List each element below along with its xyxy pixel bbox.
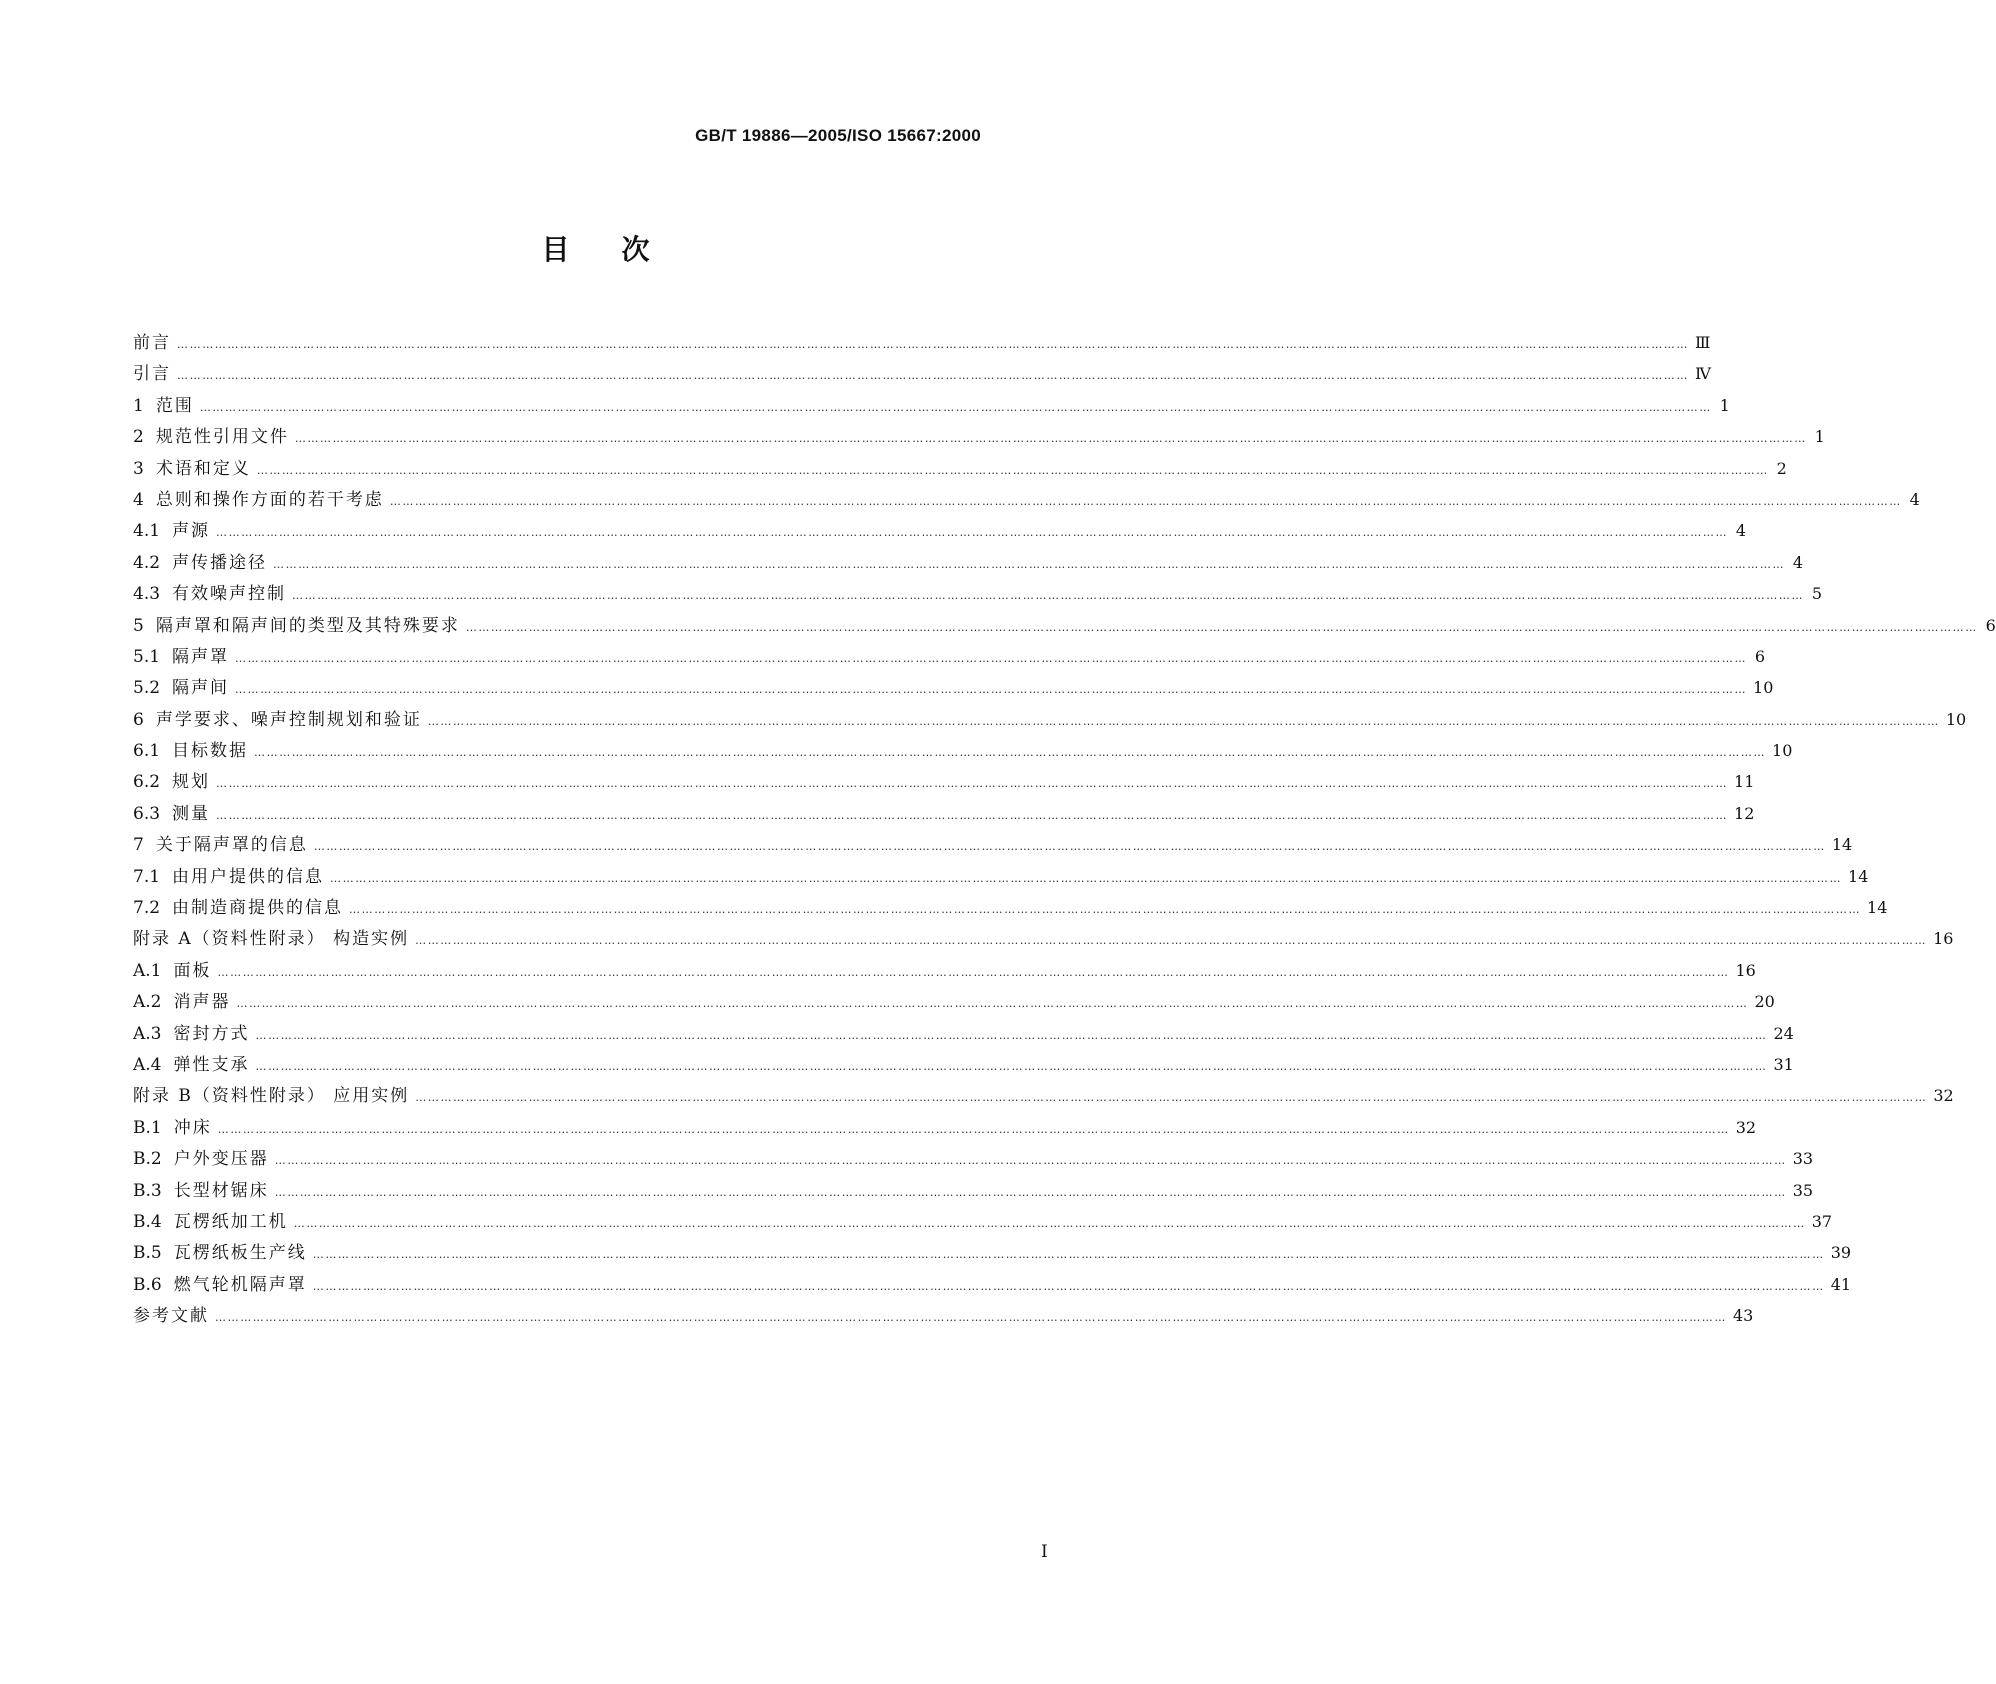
toc-leader-dots: ………………………………………………………………………………………………………………………………………………………………………………………………………………………………………………………………………………………………………………………………: [273, 557, 1786, 571]
toc-entry[interactable]: [133, 390, 1730, 421]
toc-entry[interactable]: [133, 547, 1804, 578]
toc-leader-dots: ………………………………………………………………………………………………………………………………………………………………………………………………………………………………………………………………………………………………………………………………: [215, 1311, 1727, 1325]
toc-entry-page: 14: [1848, 866, 1869, 886]
toc-entry[interactable]: [133, 421, 1825, 452]
toc-entry-page: 6: [1754, 646, 1766, 666]
toc-entry-number: B.6: [133, 1274, 162, 1295]
toc-entry-page: 4: [1735, 521, 1747, 541]
toc-entry-page: 1: [1814, 427, 1825, 447]
toc-entry-number: 5.1: [133, 646, 161, 667]
toc-entry-number: 6.1: [133, 741, 161, 762]
toc-entry-page: 32: [1933, 1086, 1954, 1106]
toc-entry-page: 14: [1867, 898, 1888, 918]
toc-leader-dots: ………………………………………………………………………………………………………………………………………………………………………………………………………………………………………………………………………………………………………………………………: [177, 369, 1689, 383]
toc-entry-title: 范围: [155, 395, 194, 416]
toc-entry[interactable]: [133, 1175, 1814, 1206]
toc-entry[interactable]: [133, 735, 1793, 766]
toc-leader-dots: ………………………………………………………………………………………………………………………………………………………………………………………………………………………………………………………………………………………………………………………………: [294, 432, 1807, 446]
toc-entry-page: 6: [1985, 615, 1996, 635]
toc-entry[interactable]: [133, 1080, 1954, 1111]
toc-entry[interactable]: [133, 1237, 1852, 1268]
toc-leader-dots: ………………………………………………………………………………………………………………………………………………………………………………………………………………………………………………………………………………………………………………………………: [235, 651, 1748, 665]
toc-entry-number: 7.1: [133, 866, 161, 887]
toc-leader-dots: ………………………………………………………………………………………………………………………………………………………………………………………………………………………………………………………………………………………………………………………………: [216, 808, 1729, 822]
toc-entry-page: 16: [1933, 929, 1954, 949]
toc-entry-title: 总则和操作方面的若干考虑: [155, 489, 384, 510]
page-number: I: [1041, 1542, 1048, 1562]
toc-entry-number: B.2: [133, 1149, 162, 1170]
toc-entry-page: 10: [1945, 709, 1967, 729]
toc-entry[interactable]: [133, 892, 1888, 923]
toc-entry-title: 瓦楞纸加工机: [173, 1211, 288, 1232]
toc-entry-number: 4.3: [133, 584, 161, 605]
toc-entry-title: 关于隔声罩的信息: [155, 835, 308, 856]
toc-entry-page: 41: [1830, 1274, 1852, 1294]
toc-leader-dots: ………………………………………………………………………………………………………………………………………………………………………………………………………………………………………………………………………………………………………………………………: [427, 714, 1940, 728]
toc-entry-title: 密封方式: [173, 1023, 250, 1044]
toc-entry[interactable]: [133, 766, 1755, 797]
toc-entry-title: 瓦楞纸板生产线: [173, 1243, 307, 1264]
toc-leader-dots: ………………………………………………………………………………………………………………………………………………………………………………………………………………………………………………………………………………………………………………………………: [217, 965, 1730, 979]
toc-entry-page: 11: [1734, 772, 1755, 792]
toc-leader-dots: ………………………………………………………………………………………………………………………………………………………………………………………………………………………………………………………………………………………………………………………………: [235, 683, 1748, 697]
toc-entry-number: A.1: [133, 960, 162, 981]
toc-entry-number: 7.2: [133, 898, 161, 919]
toc-entry-title: 术语和定义: [155, 458, 251, 479]
toc-entry-page: 37: [1811, 1211, 1833, 1231]
toc-entry[interactable]: [133, 453, 1787, 484]
toc-leader-dots: ………………………………………………………………………………………………………………………………………………………………………………………………………………………………………………………………………………………………………………………………: [177, 338, 1689, 351]
toc-leader-dots: ………………………………………………………………………………………………………………………………………………………………………………………………………………………………………………………………………………………………………………………………: [254, 746, 1767, 760]
toc-leader-dots: ………………………………………………………………………………………………………………………………………………………………………………………………………………………………………………………………………………………………………………………………: [312, 1248, 1825, 1262]
toc-entry-number: 4.1: [133, 521, 161, 542]
toc-entry-number: 4.2: [133, 552, 161, 573]
toc-entry-title: 参考文献: [133, 1306, 209, 1327]
toc-entry-number: B.1: [133, 1117, 162, 1138]
toc-entry[interactable]: [133, 1049, 1794, 1080]
toc-entry[interactable]: [133, 358, 1711, 389]
toc-entry-title: 长型材锯床: [173, 1180, 269, 1201]
toc-entry-number: 3: [133, 458, 144, 479]
toc-entry-number: A.3: [133, 1023, 162, 1044]
toc-entry[interactable]: [133, 641, 1766, 672]
toc-entry-page: 12: [1734, 803, 1755, 823]
toc-entry[interactable]: [133, 1112, 1757, 1143]
toc-entry[interactable]: [133, 515, 1747, 546]
toc-entry-page: 10: [1753, 678, 1774, 698]
toc-entry-page: 16: [1735, 960, 1756, 980]
toc-entry-number: B.3: [133, 1180, 162, 1201]
toc-entry-title: 弹性支承: [173, 1054, 250, 1075]
toc-entry-title: 声学要求、噪声控制规划和验证: [155, 709, 422, 730]
toc-entry-title: 户外变压器: [173, 1149, 269, 1170]
toc-entry-title: 隔声间: [172, 678, 230, 699]
toc-leader-dots: ………………………………………………………………………………………………………………………………………………………………………………………………………………………………………………………………………………………………………………………………: [330, 871, 1843, 885]
toc-entry[interactable]: [133, 1018, 1794, 1049]
toc-entry[interactable]: [133, 610, 1996, 641]
toc-entry[interactable]: [133, 672, 1774, 703]
toc-entry[interactable]: [133, 829, 1853, 860]
toc-leader-dots: ………………………………………………………………………………………………………………………………………………………………………………………………………………………………………………………………………………………………………………………………: [312, 1279, 1825, 1293]
standard-number: GB/T 19886—2005/ISO 15667:2000: [695, 126, 981, 145]
toc-entry-title: 引言: [133, 364, 171, 385]
toc-entry-title: 隔声罩和隔声间的类型及其特殊要求: [155, 615, 460, 636]
toc-leader-dots: ………………………………………………………………………………………………………………………………………………………………………………………………………………………………………………………………………………………………………………………………: [255, 1059, 1768, 1073]
toc-entry-title: 消声器: [173, 992, 231, 1013]
toc-entry[interactable]: [133, 484, 1920, 515]
toc-leader-dots: ………………………………………………………………………………………………………………………………………………………………………………………………………………………………………………………………………………………………………………………………: [199, 400, 1712, 414]
toc-entry-page: 2: [1776, 458, 1787, 478]
toc-entry-page: 43: [1733, 1306, 1754, 1326]
toc-entry-title: 有效噪声控制: [172, 584, 287, 605]
toc-entry-page: 39: [1830, 1243, 1852, 1263]
toc-leader-dots: ………………………………………………………………………………………………………………………………………………………………………………………………………………………………………………………………………………………………………………………………: [217, 1122, 1730, 1136]
toc-entry-page: 4: [1909, 489, 1920, 509]
toc-entry-page: 10: [1772, 741, 1793, 761]
toc-entry-number: A.2: [133, 992, 162, 1013]
toc-entry-number: 5.2: [133, 678, 161, 699]
toc-leader-dots: ………………………………………………………………………………………………………………………………………………………………………………………………………………………………………………………………………………………………………………………………: [255, 1028, 1768, 1042]
toc-entry-number: 5: [133, 615, 144, 636]
toc-entry-number: 6.3: [133, 803, 161, 824]
toc-entry-number: 6.2: [133, 772, 161, 793]
toc-leader-dots: ………………………………………………………………………………………………………………………………………………………………………………………………………………………………………………………………………………………………………………………………: [292, 589, 1805, 603]
toc-entry[interactable]: [133, 798, 1755, 829]
toc-entry-page: 4: [1792, 552, 1804, 572]
toc-entry-number: B.5: [133, 1243, 162, 1264]
toc-entry[interactable]: [133, 955, 1756, 986]
toc-entry-title: 由用户提供的信息: [172, 866, 325, 887]
toc-entry[interactable]: [133, 1206, 1833, 1237]
toc-leader-dots: ………………………………………………………………………………………………………………………………………………………………………………………………………………………………………………………………………………………………………………………………: [293, 1216, 1806, 1230]
toc-entry-page: Ⅲ: [1695, 333, 1711, 352]
toc-entry-number: B.4: [133, 1211, 162, 1232]
toc-entry-title: 声源: [172, 521, 211, 542]
toc-entry[interactable]: [133, 704, 1967, 735]
toc-entry[interactable]: [133, 327, 1711, 358]
toc-entry-page: 31: [1773, 1054, 1794, 1074]
toc-entry-page: 20: [1754, 992, 1775, 1012]
toc-entry[interactable]: [133, 1143, 1814, 1174]
toc-leader-dots: ………………………………………………………………………………………………………………………………………………………………………………………………………………………………………………………………………………………………………………………………: [216, 777, 1729, 791]
toc-entry-title: 规范性引用文件: [155, 427, 289, 448]
toc-entry-page: 5: [1811, 584, 1823, 604]
toc-leader-dots: ………………………………………………………………………………………………………………………………………………………………………………………………………………………………………………………………………………………………………………………………: [465, 620, 1978, 634]
toc-entry-number: A.4: [133, 1054, 162, 1075]
toc-leader-dots: ………………………………………………………………………………………………………………………………………………………………………………………………………………………………………………………………………………………………………………………………: [313, 840, 1826, 854]
toc-entry-title: 燃气轮机隔声罩: [173, 1274, 307, 1295]
toc-entry-number: 7: [133, 835, 144, 856]
toc-entry-title: 冲床: [173, 1117, 212, 1138]
toc-leader-dots: ………………………………………………………………………………………………………………………………………………………………………………………………………………………………………………………………………………………………………………………………: [216, 526, 1729, 540]
toc-entry-title: 前言: [133, 333, 171, 353]
toc-entry[interactable]: [133, 1300, 1754, 1331]
toc-entry-title: 隔声罩: [172, 646, 230, 667]
toc-entry[interactable]: [133, 1269, 1852, 1300]
toc-leader-dots: ………………………………………………………………………………………………………………………………………………………………………………………………………………………………………………………………………………………………………………………………: [274, 1154, 1787, 1168]
toc-entry-title: 测量: [172, 803, 211, 824]
toc-leader-dots: ………………………………………………………………………………………………………………………………………………………………………………………………………………………………………………………………………………………………………………………………: [236, 997, 1749, 1011]
toc-entry[interactable]: [133, 578, 1823, 609]
toc-entry[interactable]: [133, 861, 1869, 892]
toc-entry-page: 35: [1792, 1180, 1814, 1200]
toc-entry-title: 由制造商提供的信息: [172, 898, 344, 919]
toc-entry-title: 声传播途径: [172, 552, 268, 573]
page-title: 目次: [541, 233, 702, 266]
toc-entry-number: 2: [133, 427, 144, 448]
toc-entry[interactable]: [133, 986, 1775, 1017]
table-of-contents: [133, 327, 1996, 1332]
toc-leader-dots: ………………………………………………………………………………………………………………………………………………………………………………………………………………………………………………………………………………………………………………………………: [349, 903, 1862, 917]
toc-entry-title: 附录 B（资料性附录） 应用实例: [133, 1086, 410, 1107]
toc-entry-title: 目标数据: [172, 741, 249, 762]
toc-entry-number: 1: [133, 395, 144, 416]
toc-leader-dots: ………………………………………………………………………………………………………………………………………………………………………………………………………………………………………………………………………………………………………………………………: [389, 494, 1902, 508]
toc-leader-dots: ………………………………………………………………………………………………………………………………………………………………………………………………………………………………………………………………………………………………………………………………: [415, 1091, 1928, 1105]
toc-entry-page: 24: [1773, 1023, 1794, 1043]
toc-leader-dots: ………………………………………………………………………………………………………………………………………………………………………………………………………………………………………………………………………………………………………………………………: [415, 934, 1928, 948]
toc-entry-number: 6: [133, 709, 144, 730]
toc-entry-page: 33: [1792, 1149, 1814, 1169]
toc-entry-title: 面板: [173, 960, 212, 981]
toc-entry-page: Ⅳ: [1695, 364, 1711, 384]
toc-entry-number: 4: [133, 489, 144, 510]
toc-entry-page: 32: [1735, 1117, 1757, 1137]
toc-leader-dots: ………………………………………………………………………………………………………………………………………………………………………………………………………………………………………………………………………………………………………………………………: [274, 1185, 1787, 1199]
toc-entry-title: 规划: [172, 772, 211, 793]
toc-entry[interactable]: [133, 923, 1954, 954]
toc-entry-page: 14: [1831, 835, 1853, 855]
toc-leader-dots: ………………………………………………………………………………………………………………………………………………………………………………………………………………………………………………………………………………………………………………………………: [256, 463, 1769, 477]
toc-entry-title: 附录 A（资料性附录） 构造实例: [133, 929, 410, 950]
toc-entry-page: 1: [1719, 395, 1730, 415]
